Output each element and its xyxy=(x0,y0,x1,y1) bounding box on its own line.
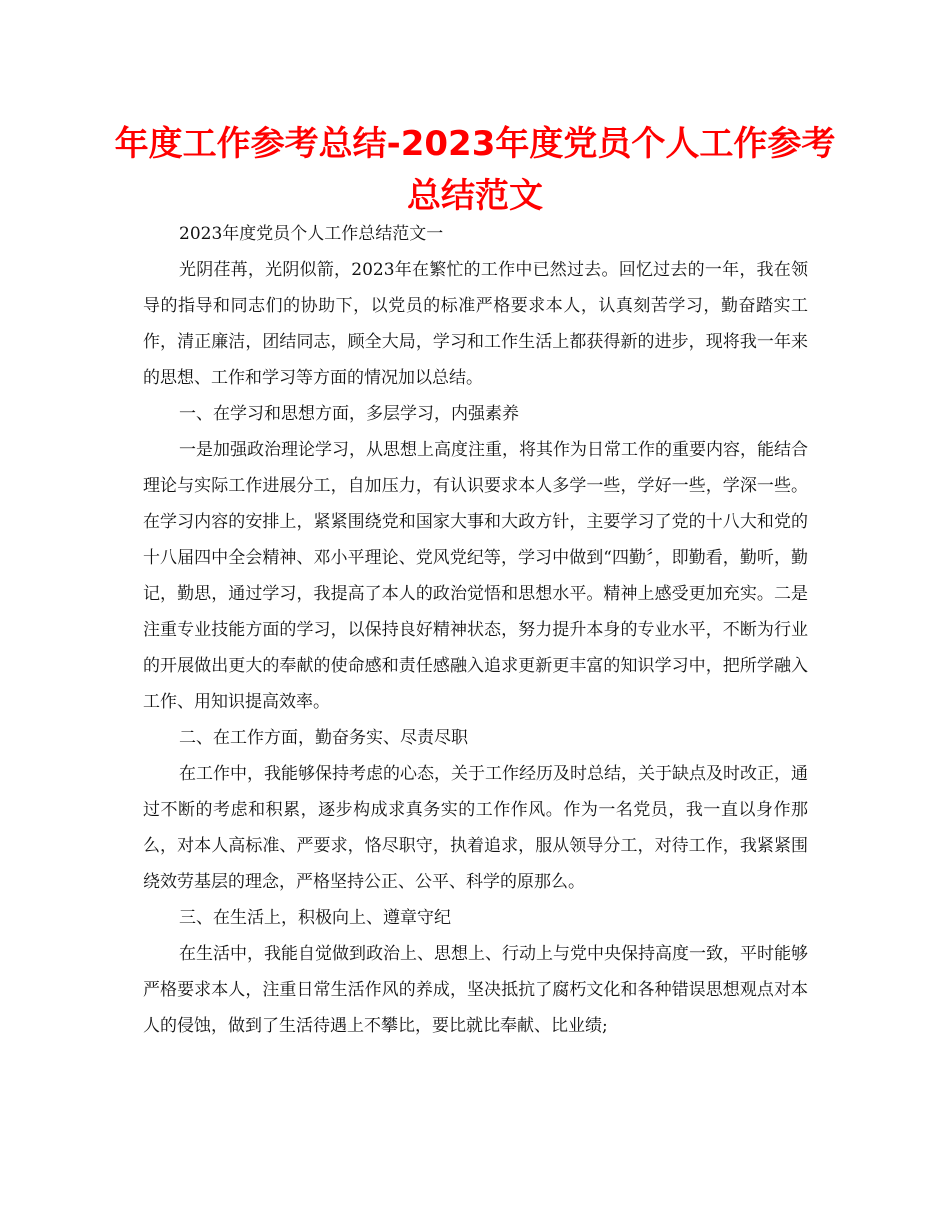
paragraph-study: 一是加强政治理论学习，从思想上高度注重，将其作为日常工作的重要内容，能结合理论与实际工作进展分工，自加压力，有认识要求本人多学一些，学好一些，学深一些。在学习内容的安排上，紧紧围绕党和国家大事和大政方针，主要学习了党的十八大和党的十八届四中全会精神、邓小平理论、党风党纪等，学习中做到“四勤〞，即勤看，勤听，勤记，勤思，通过学习，我提高了本人的政治觉悟和思想水平。精神上感受更加充实。二是注重专业技能方面的学习，以保持良好精神状态，努力提升本身的专业水平，不断为行业的开展做出更大的奉献的使命感和责任感融入追求更新更丰富的知识学习中，把所学融入工作、用知识提高效率。 xyxy=(143,440,808,712)
section-heading-study: 一、在学习和思想方面，多层学习，内强素养 xyxy=(179,404,519,424)
document-body xyxy=(143,216,808,1044)
paragraph-life: 在生活中，我能自觉做到政治上、思想上、行动上与党中央保持高度一致，平时能够严格要求本人，注重日常生活作风的养成，坚决抵抗了腐朽文化和各种错误思想观点对本人的侵蚀，做到了生活待遇上不攀比，要比就比奉献、比业绩; xyxy=(143,944,808,1036)
paragraph-work: 在工作中，我能够保持考虑的心态，关于工作经历及时总结，关于缺点及时改正，通过不断的考虑和积累，逐步构成求真务实的工作作风。作为一名党员，我一直以身作那么，对本人高标准、严要求，恪尽职守，执着追求，服从领导分工，对待工作，我紧紧围绕效劳基层的理念，严格坚持公正、公平、科学的原那么。 xyxy=(143,764,808,892)
paragraph-intro: 光阴荏苒，光阴似箭，2023年在繁忙的工作中已然过去。回忆过去的一年，我在领导的指导和同志们的协助下，以党员的标准严格要求本人，认真刻苦学习，勤奋踏实工作，清正廉洁，团结同志，顾全大局，学习和工作生活上都获得新的进步，现将我一年来的思想、工作和学习等方面的情况加以总结。 xyxy=(143,260,808,388)
subheading-sample-one: 2023年度党员个人工作总结范文一 xyxy=(179,224,444,244)
section-heading-work: 二、在工作方面，勤奋务实、尽责尽职 xyxy=(179,728,468,748)
section-heading-life: 三、在生活上，积极向上、遵章守纪 xyxy=(179,908,451,928)
document-title: 年度工作参考总结-2023年度党员个人工作参考总结范文 xyxy=(114,124,836,216)
